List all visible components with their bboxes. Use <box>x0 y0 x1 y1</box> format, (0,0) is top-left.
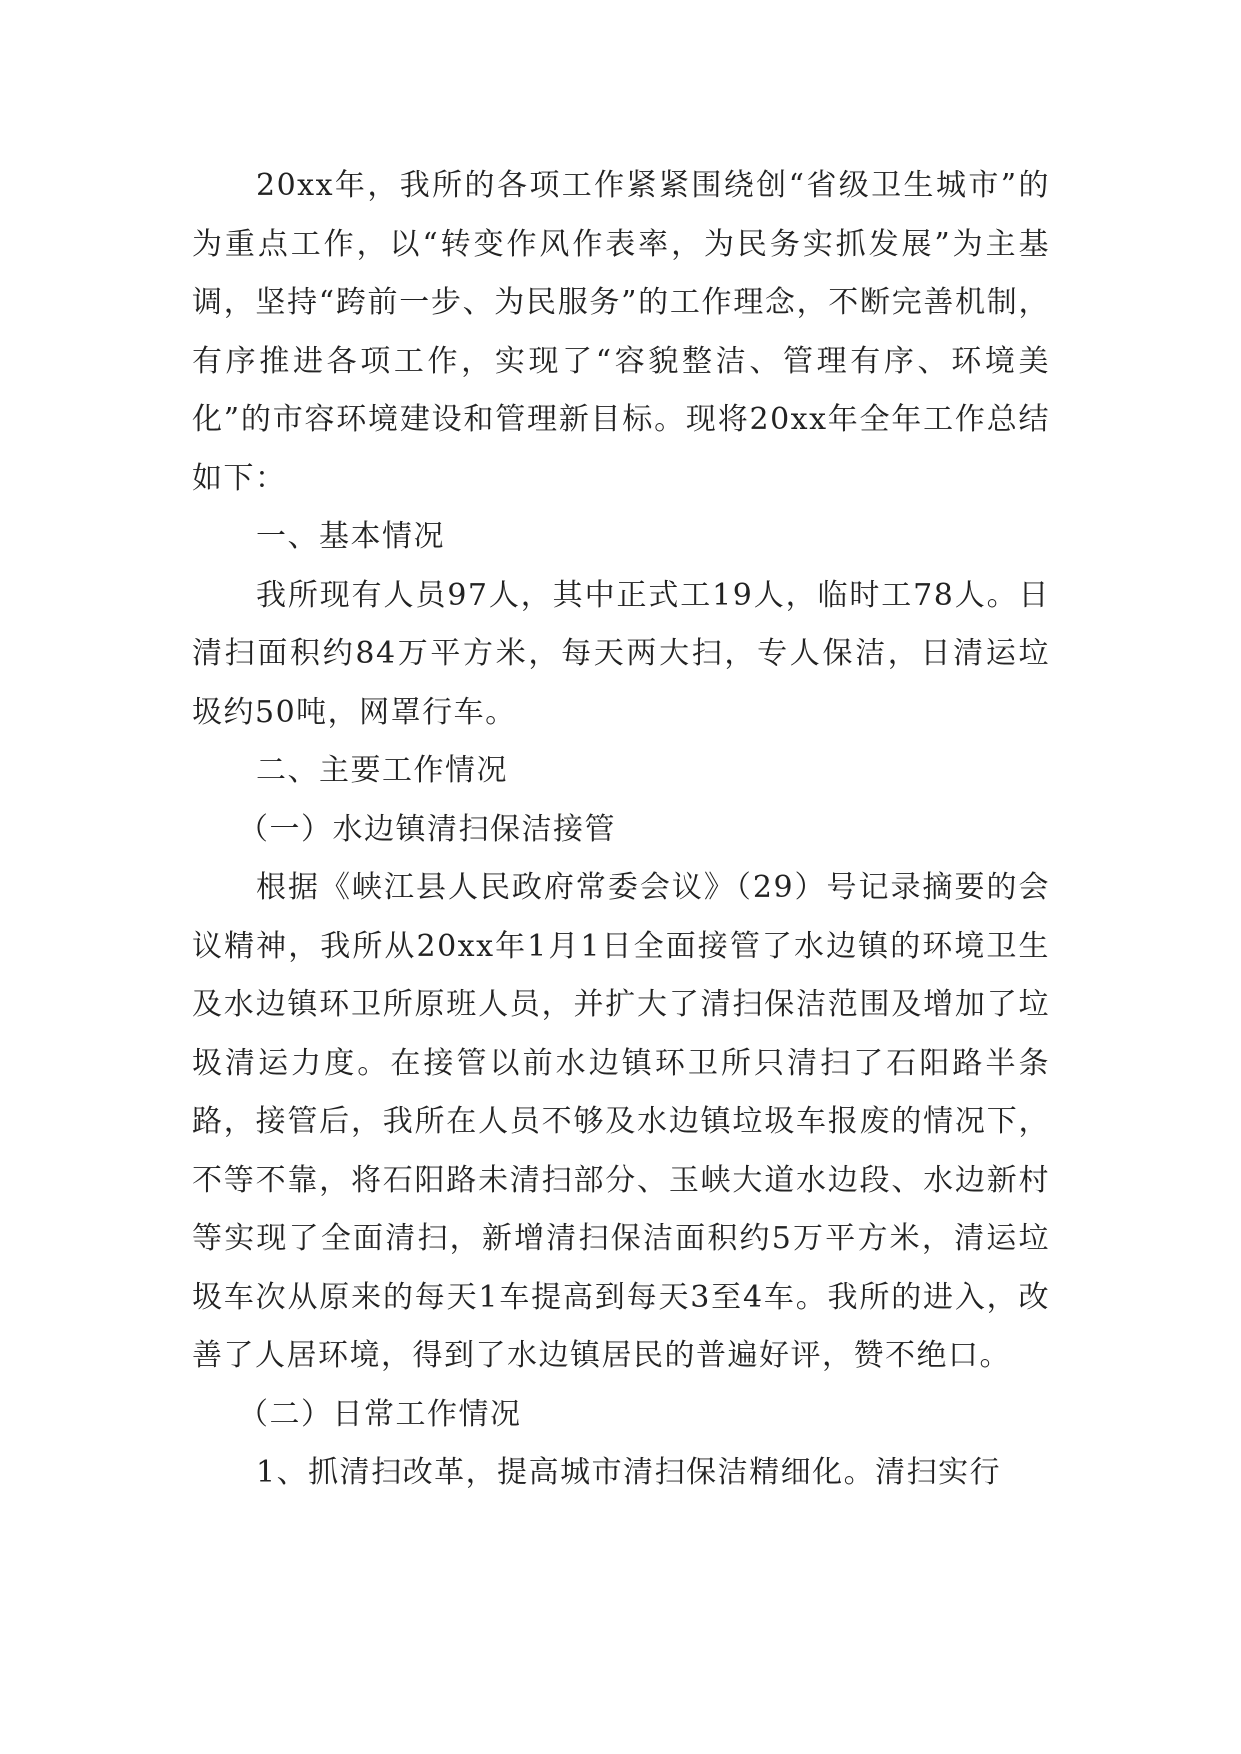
subsection-heading-takeover: （一）水边镇清扫保洁接管 <box>238 811 616 847</box>
basic-situation-paragraph: 我所现有人员97人，其中正式工19人，临时工78人。日清扫面积约84万平方米，每天两大扫，专人保洁，日清运垃圾约50吨，网罩行车。 <box>192 577 1050 730</box>
daily-work-paragraph: 1、抓清扫改革，提高城市清扫保洁精细化。清扫实行 <box>256 1455 1002 1490</box>
intro-paragraph: 20xx年，我所的各项工作紧紧围绕创“省级卫生城市”的为重点工作，以“转变作风作表率，为民务实抓发展”为主基调，坚持“跨前一步、为民服务”的工作理念，不断完善机制，有序推进各项工作，实现了“容貌整洁、管理有序、环境美化”的市容环境建设和管理新目标。现将20xx年全年工作总结如下： <box>192 168 1050 496</box>
section-heading-main-work: 二、主要工作情况 <box>256 753 508 788</box>
section-heading-basic-situation: 一、基本情况 <box>256 519 445 554</box>
document-body <box>192 157 1050 1503</box>
takeover-paragraph: 根据《峡江县人民政府常委会议》（29）号记录摘要的会议精神，我所从20xx年1月1日全面接管了水边镇的环境卫生及水边镇环卫所原班人员，并扩大了清扫保洁范围及增加了垃圾清运力度。在接管以前水边镇环卫所只清扫了石阳路半条路，接管后，我所在人员不够及水边镇垃圾车报废的情况下，不等不靠，将石阳路未清扫部分、玉峡大道水边段、水边新村等实现了全面清扫，新增清扫保洁面积约5万平方米，清运垃圾车次从原来的每天1车提高到每天3至4车。我所的进入，改善了人居环境，得到了水边镇居民的普遍好评，赞不绝口。 <box>192 870 1050 1373</box>
subsection-heading-daily-work: （二）日常工作情况 <box>238 1396 522 1432</box>
